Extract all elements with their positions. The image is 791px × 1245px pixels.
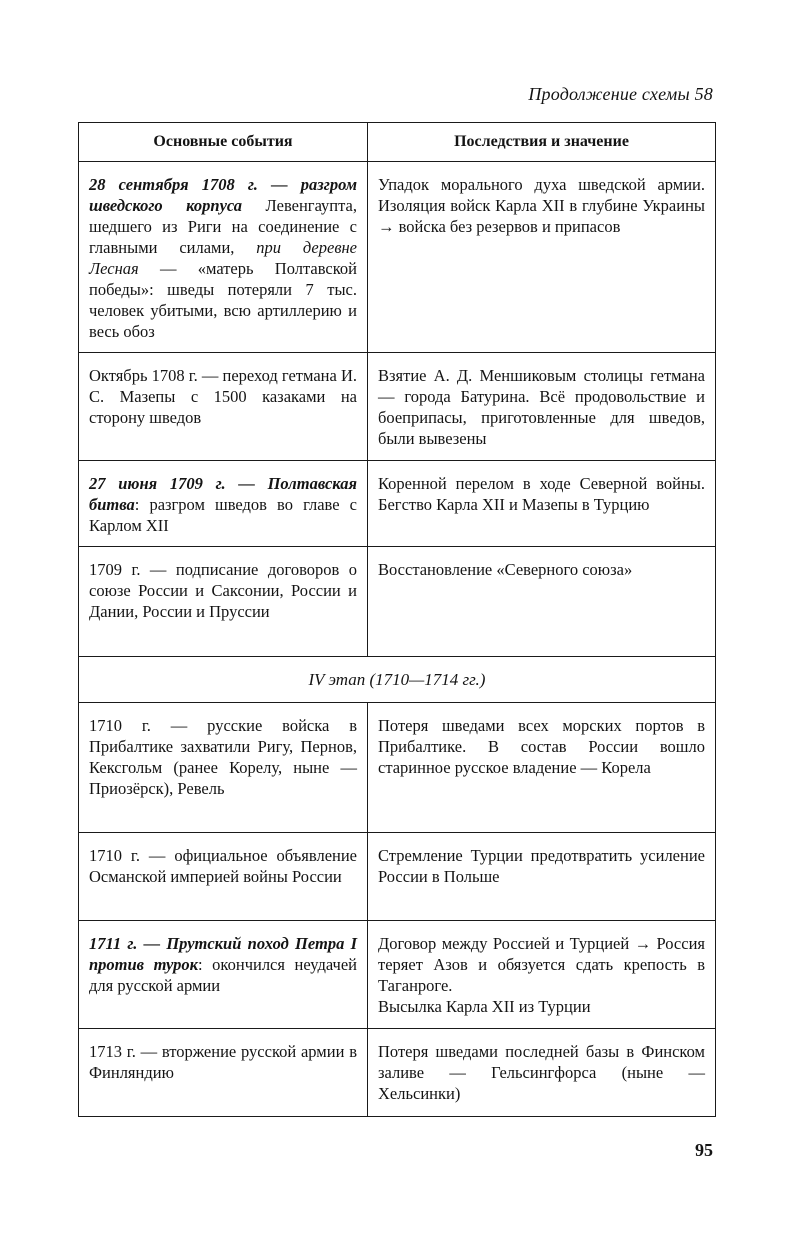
event-cell: 1710 г. — русские войска в Прибалтике захватили Ригу, Пернов, Кексгольм (ранее Корелу, ныне — Приозёрск), Ревель [79, 703, 368, 833]
scheme-continuation-title: Продолжение схемы 58 [528, 84, 713, 104]
consequence-cell [368, 921, 716, 1029]
event-text: : окончился неудачей для русской армии [89, 955, 357, 995]
event-cell: Октябрь 1708 г. — переход гетмана И. С. Мазепы с 1500 казаками на сторону шведов [79, 353, 368, 461]
consequence-cell: Упадок морального духа шведской армии. Изоляция войск Карла XII в глубине Украины → войска без резервов и припасов [368, 162, 716, 353]
table-header-row [79, 123, 716, 162]
table-row [79, 353, 716, 461]
event-text-2: — «матерь Полтавской победы»: шведы потеряли 7 тыс. человек убитыми, всю артиллерию и весь обоз [89, 259, 357, 341]
event-cell: 1713 г. — вторжение русской армии в Финляндию [79, 1029, 368, 1117]
table-row [79, 461, 716, 547]
table-row [79, 162, 716, 353]
table-row [79, 547, 716, 657]
consequence-cell: Потеря шведами всех морских портов в Прибалтике. В состав России вошло старинное русское владение — Корела [368, 703, 716, 833]
event-text: Левенгаупта, шедшего из Риги на соединение с главными силами, [89, 196, 357, 257]
event-text: : разгром шведов во главе с Карлом XII [89, 495, 357, 535]
consequence-cell: Взятие А. Д. Меншиковым столицы гетмана — города Батурина. Всё продовольствие и боеприпасы, приготовленные для шведов, были вывезены [368, 353, 716, 461]
table-row [79, 921, 716, 1029]
event-cell [79, 461, 368, 547]
col-header-consequences: Последствия и значение [368, 123, 716, 162]
event-date: 27 июня 1709 г. — [89, 474, 268, 493]
consequence-cell: Коренной перелом в ходе Северной войны. Бегство Карла XII и Мазепы в Турцию [368, 461, 716, 547]
event-cell [79, 921, 368, 1029]
consequence-cell: Восстановление «Северного союза» [368, 547, 716, 657]
event-cell: 1709 г. — подписание договоров о союзе России и Саксонии, России и Дании, России и Пруссии [79, 547, 368, 657]
consequence-cell: Потеря шведами последней базы в Финском заливе — Гельсингфорса (ныне — Хельсинки) [368, 1029, 716, 1117]
event-title: Полтавская битва [89, 474, 357, 514]
consequence-text-2: Высылка Карла XII из Турции [378, 997, 591, 1016]
event-place: при деревне Лесная [89, 238, 357, 278]
event-title: разгром шведского корпуса [89, 175, 357, 215]
event-cell [79, 162, 368, 353]
table-row [79, 703, 716, 833]
events-table [78, 122, 716, 1117]
stage-row [79, 657, 716, 703]
page-number: 95 [695, 1140, 713, 1160]
col-header-events: Основные события [79, 123, 368, 162]
consequence-cell: Стремление Турции предотвратить усиление России в Польше [368, 833, 716, 921]
event-cell: 1710 г. — официальное объявление Османской империей войны России [79, 833, 368, 921]
table-row [79, 833, 716, 921]
consequence-text: Договор между Россией и Турцией → Россия теряет Азов и обязуется сдать крепость в Таганроге. [378, 934, 705, 995]
event-date: 28 сентября 1708 г. — [89, 175, 301, 194]
table-row [79, 1029, 716, 1117]
event-title: 1711 г. — Прутский поход Петра I против турок [89, 934, 357, 974]
stage-title: IV этап (1710—1714 гг.) [79, 657, 716, 703]
